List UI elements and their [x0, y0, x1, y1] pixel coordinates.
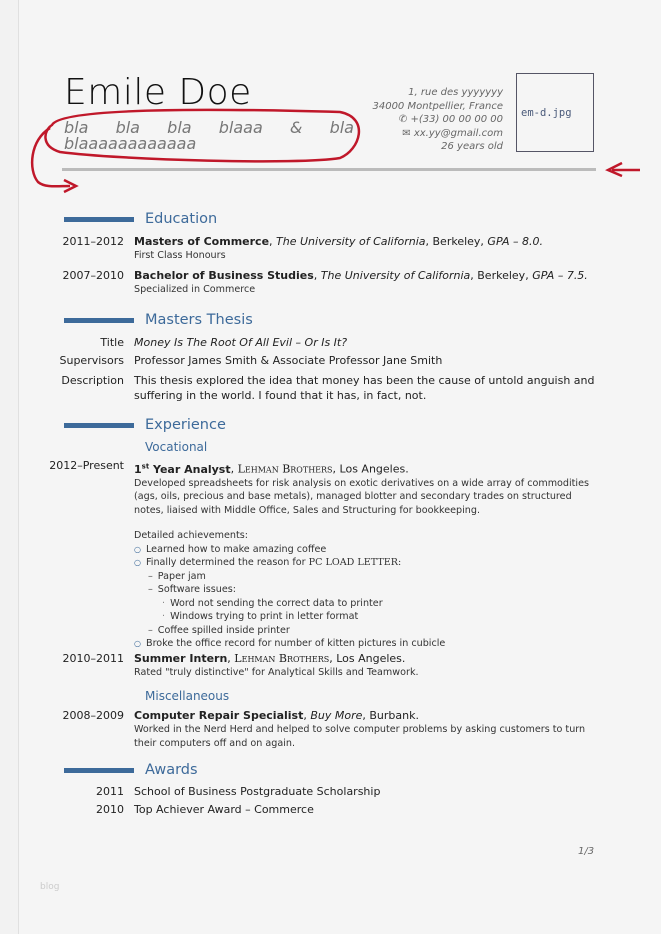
value: This thesis explored the idea that money has been the cause of untold anguish and suffering in the world. I found that it has, in fact, not. — [134, 374, 595, 402]
list-item: – Software issues: — [134, 583, 600, 597]
annotation-right-arrow — [608, 163, 640, 176]
award-entry — [40, 803, 600, 817]
role: Computer Repair Specialist — [134, 709, 304, 722]
list-item: – Coffee spilled inside printer — [134, 624, 600, 638]
date: 2010 — [96, 803, 124, 816]
job-entry: 2008–2009 Computer Repair Specialist, Buy More, Burbank. Worked in the Nerd Herd and helped to solve computer problems by asking customers to turn their computers off and on again. — [40, 709, 600, 750]
value: Professor James Smith & Associate Professor Jane Smith — [134, 354, 443, 367]
subtitle-word: & — [289, 118, 303, 137]
address-line: 34000 Montpellier, France — [372, 100, 503, 112]
section-awards — [64, 760, 198, 780]
degree: Bachelor of Business Studies — [134, 269, 314, 282]
city: Berkeley — [432, 235, 481, 248]
school: The University of California — [320, 269, 471, 282]
item-text: Finally determined the reason for — [145, 557, 306, 569]
job-description: Developed spreadsheets for risk analysis on exotic derivatives on a wide array of commodities (ags, oils, precious and base metals), managed blotter and secondary trades on structured notes, liaised with Middle Office, Sales and Structuring for bookkeeping. — [134, 477, 589, 516]
section-thesis — [64, 310, 253, 330]
subtitle-line2: blaaaaaaaaaaaa — [64, 134, 197, 153]
list-item: · Windows trying to print in letter format — [134, 610, 600, 624]
label: Title — [100, 336, 124, 349]
list-item: – Paper jam — [134, 570, 600, 584]
education-entry: 2011–2012 Masters of Commerce, The University of California, Berkeley, GPA – 8.0. First Class Honours — [40, 235, 600, 263]
education-entry: 2007–2010 Bachelor of Business Studies, The University of California, Berkeley, GPA – 7.5. Specialized in Commerce — [40, 269, 600, 297]
phone-icon: ✆ — [398, 114, 411, 125]
date: 2011–2012 — [62, 235, 124, 248]
role: Year Analyst — [149, 462, 231, 476]
photo-filename: em-d.jpg — [521, 106, 572, 119]
job-entry: 2010–2011 Summer Intern, Lehman Brothers, Los Angeles. Rated "truly distinctive" for Analytical Skills and Teamwork. — [40, 652, 600, 680]
city: Berkeley — [477, 269, 526, 282]
watermark: blog — [40, 882, 60, 892]
annotation-arrow-curve — [32, 128, 70, 186]
school: The University of California — [276, 235, 426, 248]
award: Top Achiever Award – Commerce — [134, 803, 314, 816]
company: Lehman Brothers — [237, 462, 333, 476]
role: Summer Intern — [134, 652, 228, 665]
list-item — [134, 556, 600, 570]
section-bar — [64, 768, 134, 773]
email: xx.yy@gmail.com — [413, 127, 503, 139]
list-item: · Word not sending the correct data to printer — [134, 597, 600, 611]
role-num: 1 — [134, 462, 142, 476]
job-description: Worked in the Nerd Herd and helped to solve computer problems by asking customers to turn their computers off and on again. — [134, 724, 586, 749]
achievements-list — [134, 543, 600, 651]
date: 2007–2010 — [62, 269, 124, 282]
thesis-title-row — [40, 336, 600, 350]
label: Supervisors — [59, 354, 124, 367]
subtitle-word: bla — [64, 118, 89, 137]
degree: Masters of Commerce — [134, 235, 270, 248]
date: 2008–2009 — [62, 709, 124, 722]
section-experience — [64, 415, 226, 435]
section-bar — [64, 423, 134, 428]
thesis-supervisors-row — [40, 354, 600, 368]
city: Burbank. — [369, 709, 419, 722]
value: Money Is The Root Of All Evil – Or Is It? — [134, 336, 348, 349]
list-item: ○ Broke the office record for number of kitten pictures in cubicle — [134, 637, 600, 651]
phone: +(33) 00 00 00 00 — [410, 114, 503, 125]
subtitle-word: blaaa — [218, 118, 263, 137]
award: School of Business Postgraduate Scholarship — [134, 785, 381, 798]
subtitle-word: bla — [329, 118, 354, 137]
section-title: Experience — [145, 417, 226, 433]
achievements-label: Detailed achievements: — [134, 530, 249, 542]
date: 2010–2011 — [62, 652, 124, 665]
date: 2012–Present — [49, 459, 124, 472]
item-code: PC LOAD LETTER: — [308, 557, 402, 569]
section-title: Masters Thesis — [145, 312, 253, 328]
address-line: 1, rue des yyyyyyy — [408, 87, 503, 98]
note: Specialized in Commerce — [134, 284, 256, 295]
note: First Class Honours — [134, 250, 226, 261]
page-number: 1/3 — [578, 846, 595, 857]
section-title: Awards — [145, 762, 198, 778]
red-annotation — [0, 0, 661, 200]
subsection-vocational: Vocational — [145, 440, 208, 454]
subsection-misc: Miscellaneous — [145, 689, 230, 703]
role-sup: st — [141, 462, 150, 470]
company: Lehman Brothers — [234, 652, 330, 665]
subtitle-word: bla — [115, 118, 140, 137]
section-bar — [64, 318, 134, 323]
gpa: GPA – 8.0. — [487, 235, 544, 248]
section-bar — [64, 217, 134, 222]
job-description: Rated "truly distinctive" for Analytical Skills and Teamwork. — [134, 667, 419, 678]
city: Los Angeles. — [339, 462, 409, 476]
award-entry — [40, 785, 600, 799]
section-title: Education — [145, 211, 218, 227]
email-icon: ✉ — [402, 127, 414, 139]
subtitle-word: bla — [167, 118, 192, 137]
date: 2011 — [96, 785, 124, 798]
city: Los Angeles. — [336, 652, 406, 665]
cv-name: Emile Doe — [64, 72, 252, 113]
label: Description — [61, 374, 124, 387]
job-entry: 2012–Present 1st Year Analyst, Lehman Brothers, Los Angeles. Developed spreadsheets for risk analysis on exotic derivatives on a wide array of commodities (ags, oils, precious and base metals), managed blotter and secondary trades on structured notes, liaised with Middle Office, Sales and Structuring for bookkeeping. Detailed achievements: ○ Learned how to make amazing coffee ○ Finally determined the reason for PC LOAD LETTER: – Paper jam – Software issues: · Word not sending the correct data to printer · Windows trying to print in letter format – Coffee spilled inside printer ○ Broke the office record for number of kitten pictures in cubicle — [40, 459, 600, 651]
section-education — [64, 209, 217, 229]
list-item: ○ Learned how to make amazing coffee — [134, 543, 600, 557]
thesis-description-row — [40, 373, 600, 403]
company: Buy More — [310, 709, 363, 722]
age: 26 years old — [441, 141, 503, 152]
gpa: GPA – 7.5. — [532, 269, 588, 282]
annotation-ellipse — [45, 110, 358, 162]
